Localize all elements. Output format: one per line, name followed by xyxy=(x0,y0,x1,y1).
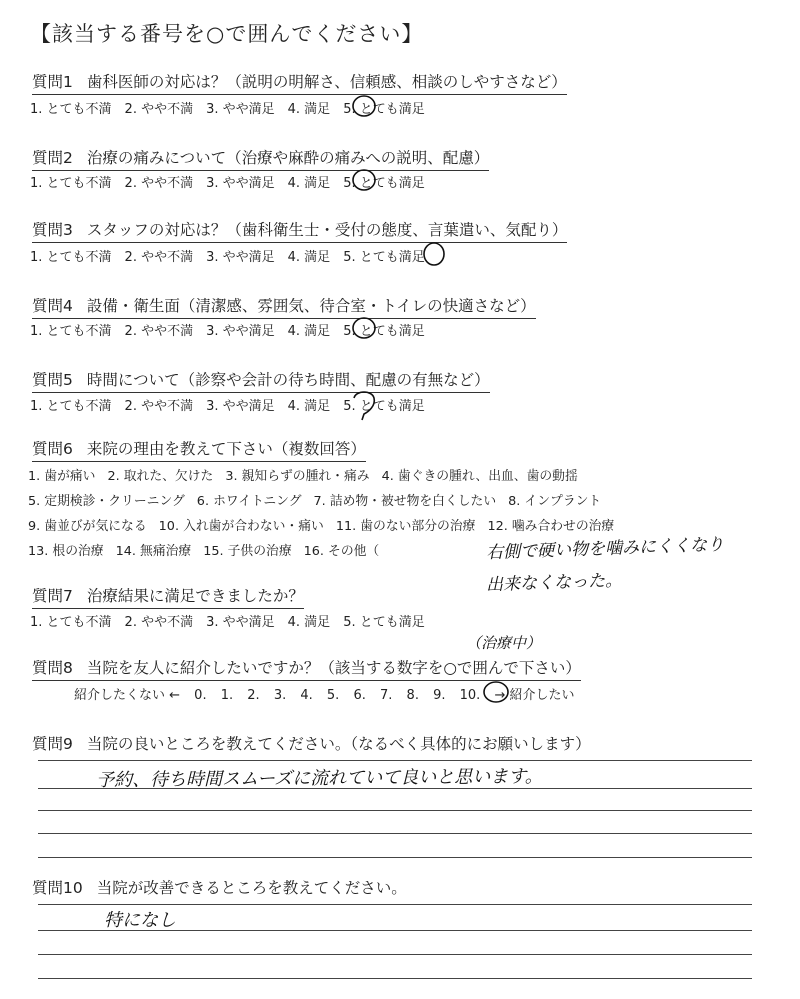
question-number: 質問6 xyxy=(32,440,73,458)
rating-option-4[interactable]: 4. 満足 xyxy=(287,324,331,339)
reason-option[interactable]: 5. 定期検診・クリーニング xyxy=(28,494,185,509)
reason-option[interactable]: 2. 取れた、欠けた xyxy=(107,469,214,484)
question-number: 質問1 xyxy=(32,73,73,91)
reason-option[interactable]: 8. インプラント xyxy=(508,494,602,509)
rating-option-1[interactable]: 1. とても不満 xyxy=(30,102,112,117)
scale-left-label: 紹介したくない ← xyxy=(74,688,181,703)
rating-option-4[interactable]: 4. 満足 xyxy=(287,399,331,414)
scale-option[interactable]: 9. xyxy=(433,688,446,703)
rating-option-2[interactable]: 2. やや不満 xyxy=(124,250,194,265)
reason-option[interactable]: 4. 歯ぐきの腫れ、出血、歯の動揺 xyxy=(381,469,578,484)
question-text: 当院の良いところを教えてください。（なるべく具体的にお願いします） xyxy=(86,735,591,753)
question-text: 治療の痛みについて（治療や麻酔の痛みへの説明、配慮） xyxy=(86,149,490,167)
question-text: 時間について（診察や会計の待ち時間、配慮の有無など） xyxy=(86,371,490,389)
reason-option[interactable]: 10. 入れ歯が合わない・痛い xyxy=(158,519,324,534)
rating-option-3[interactable]: 3. やや満足 xyxy=(206,250,275,265)
reason-option[interactable]: 12. 噛み合わせの治療 xyxy=(487,519,615,534)
scale-option[interactable]: 6. xyxy=(353,688,366,703)
question-number: 質問8 xyxy=(32,659,73,677)
scale-option[interactable]: 2. xyxy=(247,688,260,703)
handwritten-note-q8: （治療中） xyxy=(466,634,542,652)
scale-option[interactable]: 10. xyxy=(459,688,481,703)
answer-circle-q1 xyxy=(353,96,375,116)
rating-option-2[interactable]: 2. やや不満 xyxy=(124,615,194,630)
scale-option[interactable]: 4. xyxy=(300,688,313,703)
answer-circle-q4 xyxy=(353,318,375,338)
rating-option-3[interactable]: 3. やや満足 xyxy=(206,615,275,630)
question-text: 治療結果に満足できましたか？ xyxy=(86,587,304,605)
rating-option-5[interactable]: 5. とても満足 xyxy=(343,102,425,117)
handwritten-answer-q10: 特になし xyxy=(104,910,176,931)
rating-option-1[interactable]: 1. とても不満 xyxy=(30,176,112,191)
rating-option-2[interactable]: 2. やや不満 xyxy=(124,102,194,117)
question-number: 質問4 xyxy=(32,297,73,315)
rating-option-1[interactable]: 1. とても不満 xyxy=(30,250,112,265)
reason-option[interactable]: 14. 無痛治療 xyxy=(115,544,192,559)
rating-option-3[interactable]: 3. やや満足 xyxy=(206,102,275,117)
rating-option-5[interactable]: 5. とても満足 xyxy=(343,615,425,630)
question-number: 質問2 xyxy=(32,149,73,167)
rating-option-4[interactable]: 4. 満足 xyxy=(287,250,331,265)
rating-option-4[interactable]: 4. 満足 xyxy=(287,176,331,191)
rating-option-3[interactable]: 3. やや満足 xyxy=(206,324,275,339)
scale-right-label: → 紹介したい xyxy=(494,688,575,703)
answer-circle-q2 xyxy=(353,170,375,190)
rating-option-2[interactable]: 2. やや不満 xyxy=(124,399,194,414)
handwritten-answer-q9: 予約、待ち時間スムーズに流れていて良いと思います。 xyxy=(95,766,543,791)
rating-option-1[interactable]: 1. とても不満 xyxy=(30,615,112,630)
answer-circle-q8 xyxy=(484,682,508,702)
reason-option[interactable]: 15. 子供の治療 xyxy=(203,544,292,559)
reason-option[interactable]: 3. 親知らずの腫れ・痛み xyxy=(225,469,370,484)
scale-option[interactable]: 8. xyxy=(406,688,419,703)
rating-option-5[interactable]: 5. とても満足 xyxy=(343,324,425,339)
question-text: 歯科医師の対応は？（説明の明解さ、信頼感、相談のしやすさなど） xyxy=(86,73,567,91)
scale-option[interactable]: 0. xyxy=(194,688,207,703)
reason-option[interactable]: 13. 根の治療 xyxy=(28,544,104,559)
rating-option-5[interactable]: 5. とても満足 xyxy=(343,399,425,414)
question-number: 質問9 xyxy=(32,735,73,753)
rating-option-4[interactable]: 4. 満足 xyxy=(287,102,331,117)
reason-option[interactable]: 9. 歯並びが気になる xyxy=(28,519,147,534)
rating-option-2[interactable]: 2. やや不満 xyxy=(124,324,194,339)
rating-option-4[interactable]: 4. 満足 xyxy=(287,615,331,630)
question-text: 当院を友人に紹介したいですか？（該当する数字を○で囲んで下さい） xyxy=(86,659,581,677)
rating-option-3[interactable]: 3. やや満足 xyxy=(206,176,275,191)
question-number: 質問10 xyxy=(32,879,83,897)
question-number: 質問5 xyxy=(32,371,73,389)
rating-option-1[interactable]: 1. とても不満 xyxy=(30,324,112,339)
answer-circle-q5 xyxy=(354,392,374,420)
question-text: 当院が改善できるところを教えてください。 xyxy=(96,879,407,897)
question-number: 質問7 xyxy=(32,587,73,605)
question-text: スタッフの対応は？（歯科衛生士・受付の態度、言葉遣い、気配り） xyxy=(86,221,568,239)
scale-option[interactable]: 3. xyxy=(273,688,287,703)
reason-option[interactable]: 7. 詰め物・被せ物を白くしたい xyxy=(313,494,497,509)
reason-option[interactable]: 1. 歯が痛い xyxy=(28,469,96,484)
scale-option[interactable]: 7. xyxy=(380,688,393,703)
rating-option-3[interactable]: 3. やや満足 xyxy=(206,399,275,414)
rating-option-5[interactable]: 5. とても満足 xyxy=(343,176,425,191)
rating-option-1[interactable]: 1. とても不満 xyxy=(30,399,112,414)
answer-circle-q3 xyxy=(424,243,444,265)
reason-option-other[interactable]: 16. その他（ xyxy=(303,544,380,559)
question-text: 設備・衛生面（清潔感、雰囲気、待合室・トイレの快適さなど） xyxy=(86,297,536,315)
rating-option-5[interactable]: 5. とても満足 xyxy=(343,250,425,265)
scale-option[interactable]: 5. xyxy=(326,688,340,703)
reason-option[interactable]: 6. ホワイトニング xyxy=(196,494,302,509)
scale-option[interactable]: 1. xyxy=(220,688,234,703)
question-text: 来院の理由を教えて下さい（複数回答） xyxy=(86,440,366,458)
question-number: 質問3 xyxy=(32,221,73,239)
handwritten-other-reason-1: 右側で硬い物を噛みにくくなり xyxy=(485,534,725,564)
reason-option[interactable]: 11. 歯のない部分の治療 xyxy=(335,519,476,534)
rating-option-2[interactable]: 2. やや不満 xyxy=(124,176,194,191)
handwritten-other-reason-2: 出来なくなった。 xyxy=(485,570,623,596)
survey-header: 【該当する番号を○で囲んでください】 xyxy=(30,22,424,46)
